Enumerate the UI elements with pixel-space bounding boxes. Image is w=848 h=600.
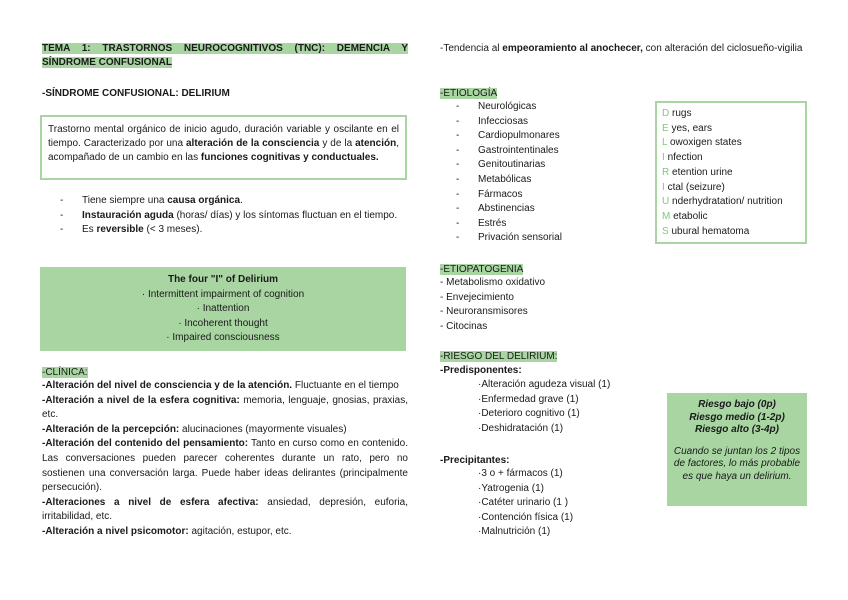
clinica-item: -Alteración a nivel psicomotor: agitación, estupor, etc. (42, 525, 292, 537)
clinica-item: -Alteración a nivel de la esfera cognitiva: memoria, lenguaje, gnosias, praxias, etc. (42, 394, 408, 421)
list-item: ·Deshidratación (1) (478, 422, 564, 434)
precipitantes-list (478, 467, 573, 540)
list-item: - Privación sensorial (456, 231, 636, 246)
clinica-item: -Alteración del contenido del pensamiento: Tanto en curso como en contenido. Las conversaciones pueden parecer coherentes durante un rato, pero no sostienen una conversación larga. Puede haber ideas delirantes (principalmente persecución). (42, 438, 408, 494)
mnemonic-item: M etabolic (662, 210, 708, 222)
clinica-item: -Alteración del nivel de consciencia y de la atención. Fluctuante en el tiempo (42, 380, 399, 391)
risk-level: Riesgo medio (1-2p) (689, 411, 785, 423)
list-item: - Envejecimiento (440, 291, 514, 303)
risk-level: Riesgo bajo (0p) (698, 399, 776, 410)
list-item: - Citocinas (440, 320, 488, 332)
risk-note: Cuando se juntan los 2 tipos de factores, lo más probable es que haya un delirium. (673, 445, 801, 482)
tendencia-text: -Tendencia al empeoramiento al anochecer, con alteración del ciclosueño-vigilia (440, 43, 803, 54)
mnemonic-item: R etention urine (662, 166, 733, 178)
list-item: - Instauración aguda (horas/ días) y los síntomas fluctuan en el tiempo. (60, 209, 408, 224)
clinica-item: -Alteraciones a nivel de esfera afectiva: ansiedad, depresión, euforia, irritabilidad, etc. (42, 496, 408, 523)
delirium-mnemonic-box (655, 101, 807, 244)
delirium-features-list (60, 194, 408, 238)
definition-text: Trastorno mental orgánico de inicio agudo, duración variable y oscilante en el tiempo. Caracterizado por una alteración de la consciencia y de la atención, acompañado de un cambio en las funciones cognitivas y conductuales. (48, 124, 399, 163)
section-heading-etiologia: -ETIOLOGÍA (440, 88, 498, 99)
mnemonic-item: D rugs (662, 108, 692, 119)
list-item: ·Malnutrición (1) (478, 526, 551, 538)
precipitantes-label: -Precipitantes: (440, 455, 510, 466)
risk-score-box (667, 393, 807, 506)
four-i-title: The four "I" of Delirium (167, 274, 279, 285)
etiologia-list (456, 100, 636, 246)
mnemonic-item: E yes, ears (662, 122, 713, 134)
list-item: - Es reversible (< 3 meses). (60, 223, 408, 238)
four-i-item: · Incoherent thought (178, 317, 268, 329)
four-i-item: · Intermittent impairment of cognition (141, 288, 305, 300)
mnemonic-item: U nderhydratation/ nutrition (662, 196, 783, 208)
clinica-item: -Alteración de la percepción: alucinaciones (mayormente visuales) (42, 423, 347, 435)
predisponentes-label: -Predisponentes: (440, 365, 522, 376)
mnemonic-item: L owoxigen states (662, 137, 742, 149)
list-item: - Fármacos (456, 188, 636, 203)
list-item: - Neuroransmisores (440, 306, 528, 318)
mnemonic-item: I ctal (seizure) (662, 181, 725, 193)
list-item: - Metabolismo oxidativo (440, 277, 546, 288)
page-title: TEMA 1: TRASTORNOS NEUROCOGNITIVOS (TNC): DEMENCIA Y SÍNDROME CONFUSIONAL (42, 43, 408, 68)
list-item: - Neurológicas (456, 100, 636, 115)
list-item: ·Deterioro cognitivo (1) (478, 408, 580, 420)
mnemonic-item: S ubural hematoma (662, 225, 750, 237)
list-item: - Metabólicas (456, 173, 636, 188)
four-i-item: · Inattention (196, 303, 250, 315)
predisponentes-list (478, 378, 610, 436)
list-item: ·3 o + fármacos (1) (478, 468, 563, 479)
four-i-item: · Impaired consciousness (166, 332, 280, 344)
list-item: - Cardiopulmonares (456, 129, 636, 144)
list-item: ·Contención física (1) (478, 511, 574, 523)
list-item: - Tiene siempre una causa orgánica. (60, 194, 408, 209)
list-item: ·Enfermedad grave (1) (478, 393, 579, 405)
section-heading-riesgo: -RIESGO DEL DELIRIUM: (440, 351, 558, 362)
list-item: - Gastrointentinales (456, 144, 636, 159)
definition-box (40, 115, 407, 180)
four-i-box (40, 267, 406, 351)
list-item: ·Catéter urinario (1 ) (478, 497, 569, 509)
risk-level: Riesgo alto (3-4p) (695, 424, 779, 435)
list-item: - Abstinencias (456, 202, 636, 217)
section-heading-clinica: -CLÍNICA: (42, 367, 88, 378)
section-heading-etiopatogenia: -ETIOPATOGENIA (440, 264, 524, 275)
section-heading-delirium: -SÍNDROME CONFUSIONAL: DELIRIUM (42, 88, 230, 99)
clinica-list (42, 379, 408, 540)
list-item: - Estrés (456, 217, 636, 232)
etiopatogenia-list (440, 276, 545, 334)
list-item: ·Alteración agudeza visual (1) (478, 379, 611, 390)
list-item: - Infecciosas (456, 115, 636, 130)
list-item: ·Yatrogenia (1) (478, 482, 544, 494)
mnemonic-item: I nfection (662, 152, 703, 164)
list-item: - Genitoutinarias (456, 158, 636, 173)
